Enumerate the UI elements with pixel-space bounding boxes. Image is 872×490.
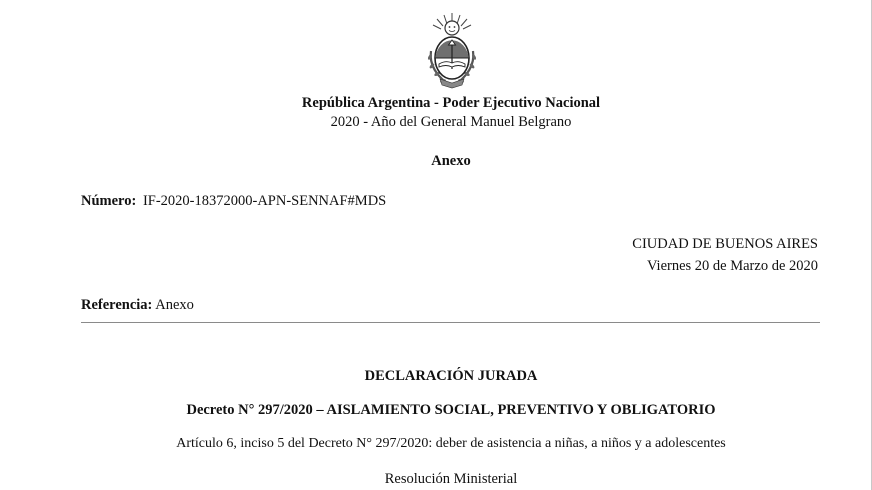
argentina-coat-of-arms-icon	[424, 11, 480, 91]
numero-label: Número:	[81, 193, 137, 209]
article-text: Artículo 6, inciso 5 del Decreto N° 297/2020: deber de asistencia a niñas, a niños y a adolescentes	[176, 436, 726, 451]
place-date: Viernes 20 de Marzo de 2020	[646, 258, 818, 274]
numero-value: IF-2020-18372000-APN-SENNAF#MDS	[142, 193, 387, 209]
referencia-value: Anexo	[155, 297, 194, 313]
place-city: CIUDAD DE BUENOS AIRES	[632, 236, 818, 252]
resolution-text: Resolución Ministerial	[384, 471, 518, 487]
header-divider	[81, 322, 820, 323]
referencia-label: Referencia:	[81, 297, 153, 313]
referencia-row	[81, 296, 194, 314]
numero-row	[81, 192, 386, 210]
header-line-2: 2020 - Año del General Manuel Belgrano	[330, 114, 572, 130]
decree-title: Decreto N° 297/2020 – AISLAMIENTO SOCIAL, PREVENTIVO Y OBLIGATORIO	[186, 402, 716, 418]
header-line-1: República Argentina - Poder Ejecutivo Nacional	[301, 95, 601, 111]
document-title: Anexo	[431, 153, 471, 169]
declaration-heading: DECLARACIÓN JURADA	[364, 368, 538, 384]
